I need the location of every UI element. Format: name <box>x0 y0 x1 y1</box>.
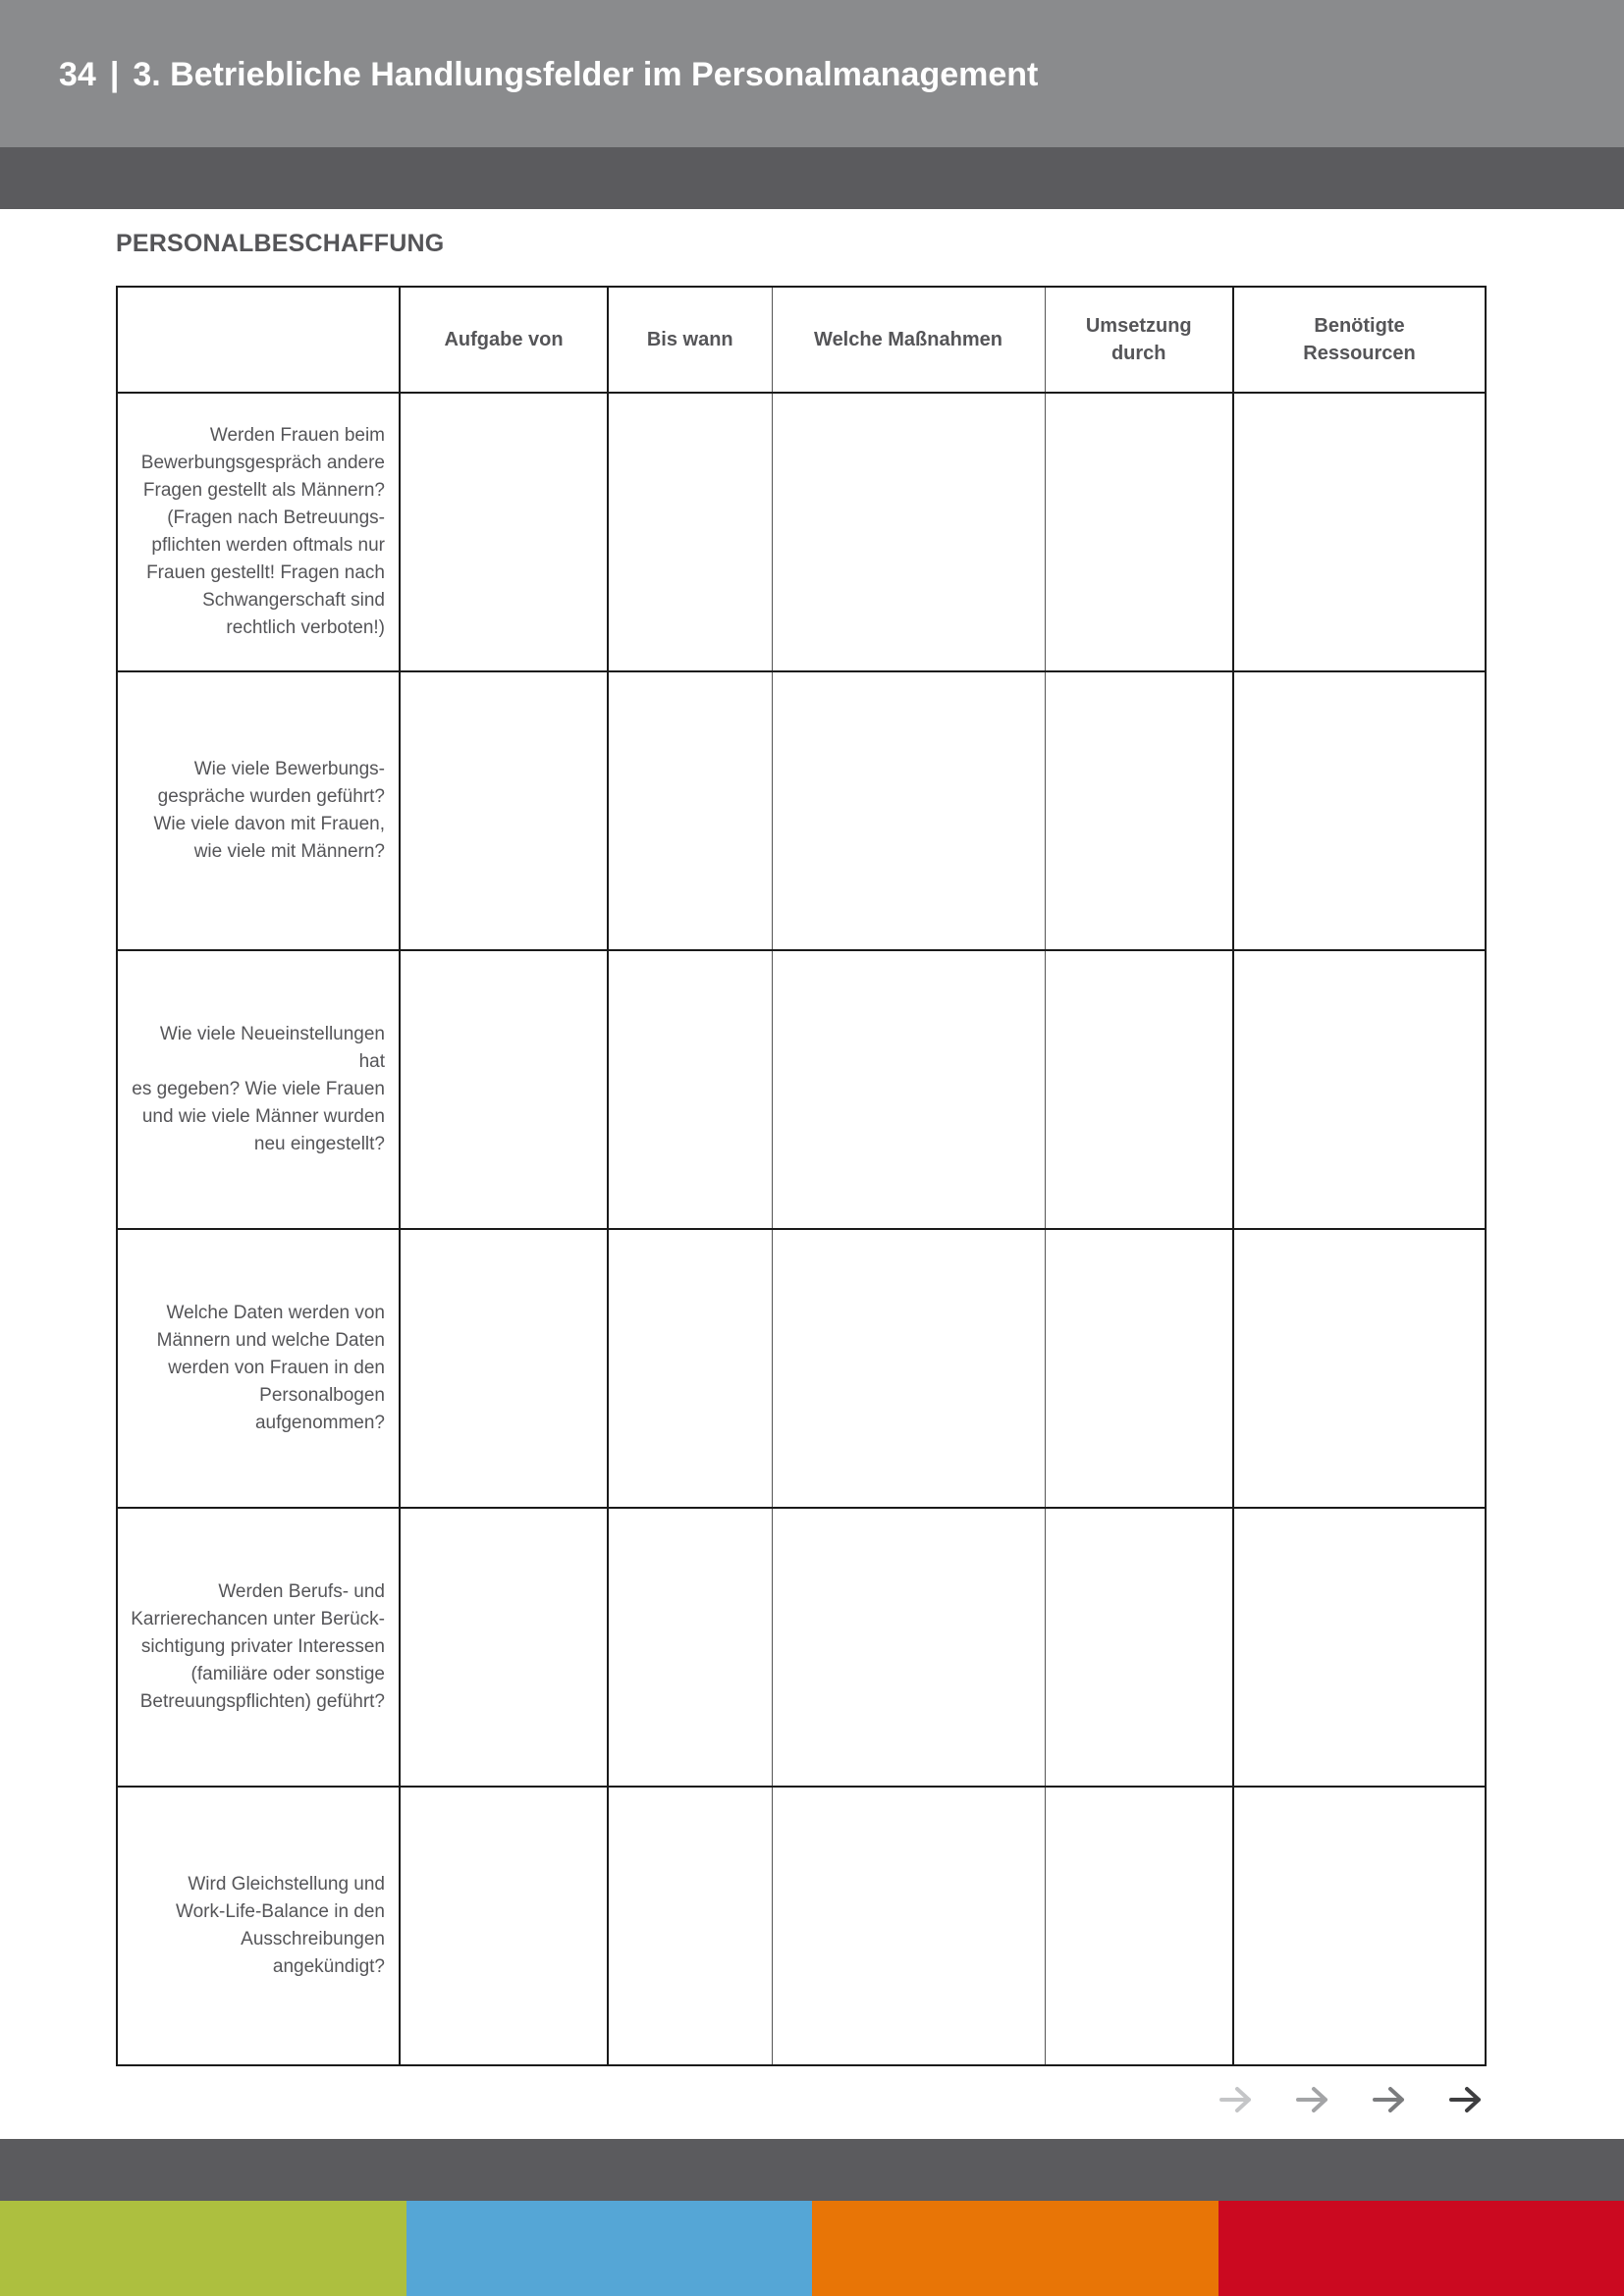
footer-color-strip <box>0 2201 1624 2296</box>
question-cell: Wird Gleichstellung und Work-Life-Balance in den Ausschreibungen angekündigt? <box>117 1787 400 2065</box>
arrow-right-icon[interactable] <box>1218 2081 1255 2118</box>
table-row <box>117 671 1486 950</box>
answer-cell-massnahmen[interactable] <box>772 393 1045 671</box>
table-row <box>117 1787 1486 2065</box>
header-band <box>0 147 1624 209</box>
answer-cell-bis-wann[interactable] <box>608 393 772 671</box>
answer-cell-massnahmen[interactable] <box>772 671 1045 950</box>
answer-cell-massnahmen[interactable] <box>772 1787 1045 2065</box>
arrow-right-icon[interactable] <box>1447 2081 1485 2118</box>
answer-cell-umsetzung[interactable] <box>1045 950 1233 1229</box>
footer-color-block-blue <box>406 2201 813 2296</box>
question-cell: Werden Berufs- und Karrierechancen unter Berück- sichtigung privater Interessen (familiäre oder sonstige Betreuungspflichten) geführt? <box>117 1508 400 1787</box>
answer-cell-aufgabe-von[interactable] <box>400 1508 608 1787</box>
table-row <box>117 1508 1486 1787</box>
table-header-row <box>117 287 1486 393</box>
section-heading: PERSONALBESCHAFFUNG <box>116 230 445 257</box>
column-header-ressourcen: Benötigte Ressourcen <box>1233 287 1486 393</box>
footer-color-block-orange <box>812 2201 1218 2296</box>
question-cell: Werden Frauen beim Bewerbungsgespräch andere Fragen gestellt als Männern? (Fragen nach Betreuungs- pflichten werden oftmals nur Frauen gestellt! Fragen nach Schwangerschaft sind rechtlich verboten!) <box>117 393 400 671</box>
column-header-umsetzung: Umsetzung durch <box>1045 287 1233 393</box>
answer-cell-bis-wann[interactable] <box>608 1508 772 1787</box>
answer-cell-aufgabe-von[interactable] <box>400 393 608 671</box>
answer-cell-aufgabe-von[interactable] <box>400 671 608 950</box>
question-cell: Welche Daten werden von Männern und welche Daten werden von Frauen in den Personalbogen aufgenommen? <box>117 1229 400 1508</box>
header-title <box>59 53 1038 96</box>
arrow-right-icon[interactable] <box>1294 2081 1331 2118</box>
answer-cell-massnahmen[interactable] <box>772 1229 1045 1508</box>
footer-color-block-green <box>0 2201 406 2296</box>
footer-band <box>0 2139 1624 2201</box>
planning-table <box>116 286 1487 2066</box>
answer-cell-bis-wann[interactable] <box>608 1229 772 1508</box>
answer-cell-umsetzung[interactable] <box>1045 671 1233 950</box>
answer-cell-umsetzung[interactable] <box>1045 1508 1233 1787</box>
answer-cell-aufgabe-von[interactable] <box>400 950 608 1229</box>
table-row <box>117 393 1486 671</box>
column-header-bis-wann: Bis wann <box>608 287 772 393</box>
column-header-massnahmen: Welche Maßnahmen <box>772 287 1045 393</box>
table-row <box>117 1229 1486 1508</box>
answer-cell-ressourcen[interactable] <box>1233 950 1486 1229</box>
answer-cell-ressourcen[interactable] <box>1233 671 1486 950</box>
answer-cell-massnahmen[interactable] <box>772 950 1045 1229</box>
answer-cell-ressourcen[interactable] <box>1233 1229 1486 1508</box>
answer-cell-umsetzung[interactable] <box>1045 1787 1233 2065</box>
column-header-question <box>117 287 400 393</box>
answer-cell-massnahmen[interactable] <box>772 1508 1045 1787</box>
footer-color-block-red <box>1218 2201 1624 2296</box>
page-header <box>0 0 1624 147</box>
column-header-aufgabe-von: Aufgabe von <box>400 287 608 393</box>
chapter-title: 3. Betriebliche Handlungsfelder im Personalmanagement <box>133 56 1039 93</box>
answer-cell-bis-wann[interactable] <box>608 671 772 950</box>
answer-cell-bis-wann[interactable] <box>608 1787 772 2065</box>
answer-cell-umsetzung[interactable] <box>1045 393 1233 671</box>
page-number: 34 <box>59 56 96 93</box>
header-separator: | <box>109 56 120 93</box>
arrow-right-icon[interactable] <box>1371 2081 1408 2118</box>
question-cell: Wie viele Neueinstellungen hat es gegeben? Wie viele Frauen und wie viele Männer wurden neu eingestellt? <box>117 950 400 1229</box>
question-cell: Wie viele Bewerbungs- gespräche wurden geführt? Wie viele davon mit Frauen, wie viele mit Männern? <box>117 671 400 950</box>
answer-cell-ressourcen[interactable] <box>1233 1787 1486 2065</box>
answer-cell-aufgabe-von[interactable] <box>400 1229 608 1508</box>
answer-cell-bis-wann[interactable] <box>608 950 772 1229</box>
answer-cell-aufgabe-von[interactable] <box>400 1787 608 2065</box>
page-navigation-arrows <box>1218 2081 1492 2120</box>
table-row <box>117 950 1486 1229</box>
answer-cell-ressourcen[interactable] <box>1233 1508 1486 1787</box>
answer-cell-umsetzung[interactable] <box>1045 1229 1233 1508</box>
answer-cell-ressourcen[interactable] <box>1233 393 1486 671</box>
